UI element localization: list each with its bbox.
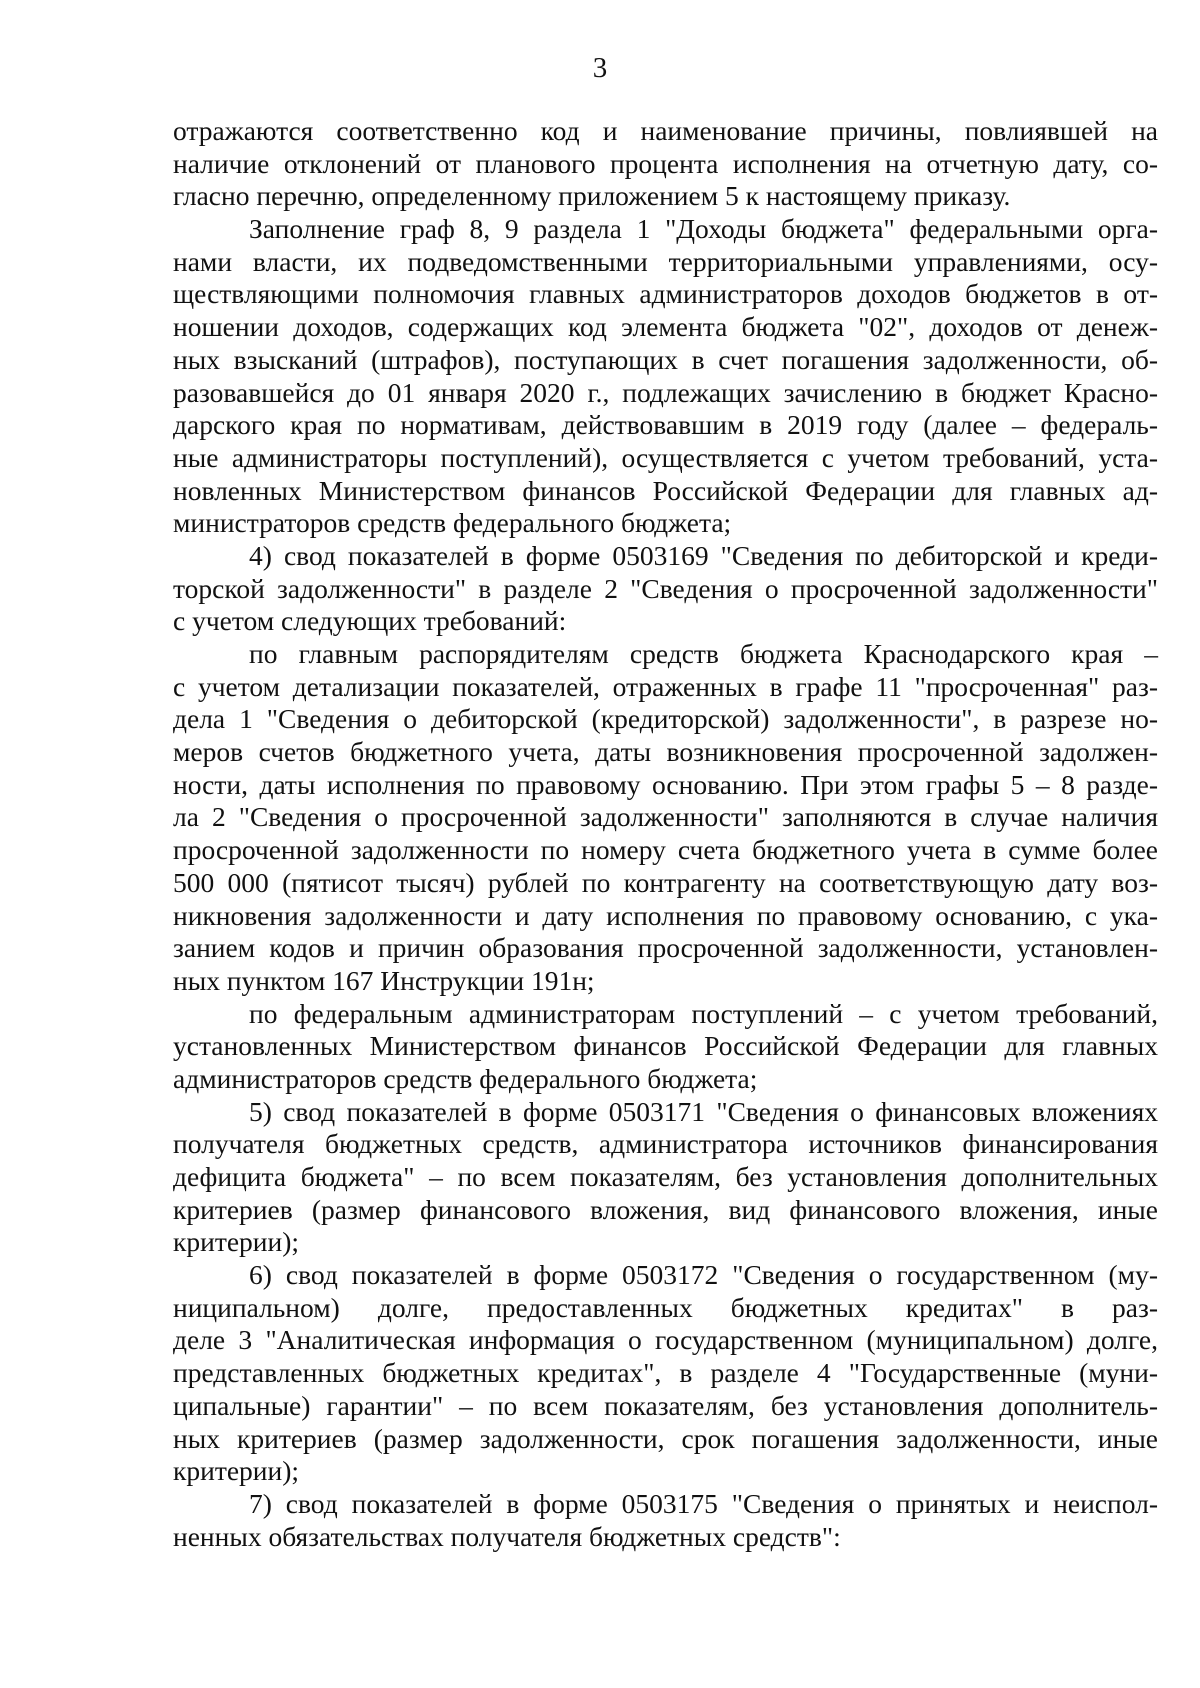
text-line: просроченной задолженности по номеру счета бюджетного учета в сумме более [173, 834, 1158, 866]
text-line: 7) свод показателей в форме 0503175 "Сведения о принятых и неиспол- [249, 1487, 1158, 1519]
text-line: по главным распорядителям средств бюджета Краснодарского края – [249, 638, 1158, 669]
text-line: ношении доходов, содержащих код элемента бюджета "02", доходов от денеж- [173, 311, 1158, 343]
text-line: дарского края по нормативам, действовавшим в 2019 году (далее – федераль- [173, 409, 1158, 441]
text-line: нами власти, их подведомственными территориальными управлениями, осу- [173, 245, 1158, 277]
text-line: торской задолженности" в разделе 2 "Сведения о просроченной задолженности" [173, 572, 1158, 604]
text-line: критерии); [173, 1226, 300, 1258]
text-line: дела 1 "Сведения о дебиторской (кредиторской) задолженности", в разрезе но- [173, 703, 1158, 735]
text-line: ных пунктом 167 Инструкции 191н; [173, 964, 595, 996]
text-line: 4) свод показателей в форме 0503169 "Сведения по дебиторской и креди- [249, 539, 1158, 571]
document-body [173, 115, 1158, 1553]
text-line: деле 3 "Аналитическая информация о государственном (муниципальном) долге, [173, 1324, 1158, 1356]
text-line: представленных бюджетных кредитах", в разделе 4 "Государственные (муни- [173, 1357, 1158, 1389]
text-line: ла 2 "Сведения о просроченной задолженности" заполняются в случае наличия [173, 801, 1158, 833]
text-line: занием кодов и причин образования просроченной задолженности, установлен- [173, 932, 1158, 964]
text-line: ципальные) гарантии" – по всем показателям, без установления дополнитель- [173, 1389, 1158, 1421]
text-line: ные администраторы поступлений), осуществляется с учетом требований, уста- [173, 441, 1158, 473]
text-line: Заполнение граф 8, 9 раздела 1 "Доходы бюджета" федеральными орга- [249, 213, 1158, 245]
text-line: наличие отклонений от планового процента исполнения на отчетную дату, со- [173, 147, 1158, 179]
text-line: отражаются соответственно код и наименование причины, повлиявшей на [173, 115, 1158, 146]
text-line: министраторов средств федерального бюджета; [173, 507, 732, 539]
text-line: ных взысканий (штрафов), поступающих в счет погашения задолженности, об- [173, 343, 1158, 375]
page-number: 3 [592, 52, 608, 84]
text-line: ности, даты исполнения по правовому основанию. При этом графы 5 – 8 разде- [173, 768, 1158, 800]
text-line: получателя бюджетных средств, администратора источников финансирования [173, 1128, 1158, 1160]
text-line: с учетом детализации показателей, отраженных в графе 11 "просроченная" раз- [173, 670, 1158, 702]
text-line: меров счетов бюджетного учета, даты возникновения просроченной задолжен- [173, 736, 1158, 768]
text-line: дефицита бюджета" – по всем показателям, без установления дополнительных [173, 1161, 1158, 1192]
text-line: новленных Министерством финансов Российской Федерации для главных ад- [173, 474, 1158, 506]
text-line: никновения задолженности и дату исполнения по правовому основанию, с ука- [173, 899, 1158, 931]
text-line: критериев (размер финансового вложения, вид финансового вложения, иные [173, 1193, 1158, 1225]
text-line: ниципальном) долге, предоставленных бюджетных кредитах" в раз- [173, 1291, 1158, 1323]
text-line: разовавшейся до 01 января 2020 г., подлежащих зачислению в бюджет Красно- [173, 376, 1158, 408]
text-line: установленных Министерством финансов Российской Федерации для главных [173, 1030, 1158, 1062]
text-line: администраторов средств федерального бюджета; [173, 1062, 758, 1094]
text-line: гласно перечню, определенному приложением 5 к настоящему приказу. [173, 180, 1011, 212]
text-line: ненных обязательствах получателя бюджетных средств": [173, 1520, 841, 1552]
text-line: ных критериев (размер задолженности, срок погашения задолженности, иные [173, 1422, 1158, 1454]
text-line: критерии); [173, 1455, 300, 1487]
text-line: ществляющими полномочия главных администраторов доходов бюджетов в от- [173, 278, 1158, 310]
text-line: с учетом следующих требований: [173, 605, 567, 637]
text-line: по федеральным администраторам поступлений – с учетом требований, [249, 997, 1158, 1029]
text-line: 500 000 (пятисот тысяч) рублей по контрагенту на соответствующую дату воз- [173, 866, 1158, 898]
text-line: 5) свод показателей в форме 0503171 "Сведения о финансовых вложениях [249, 1095, 1158, 1127]
text-line: 6) свод показателей в форме 0503172 "Сведения о государственном (му- [249, 1259, 1158, 1291]
